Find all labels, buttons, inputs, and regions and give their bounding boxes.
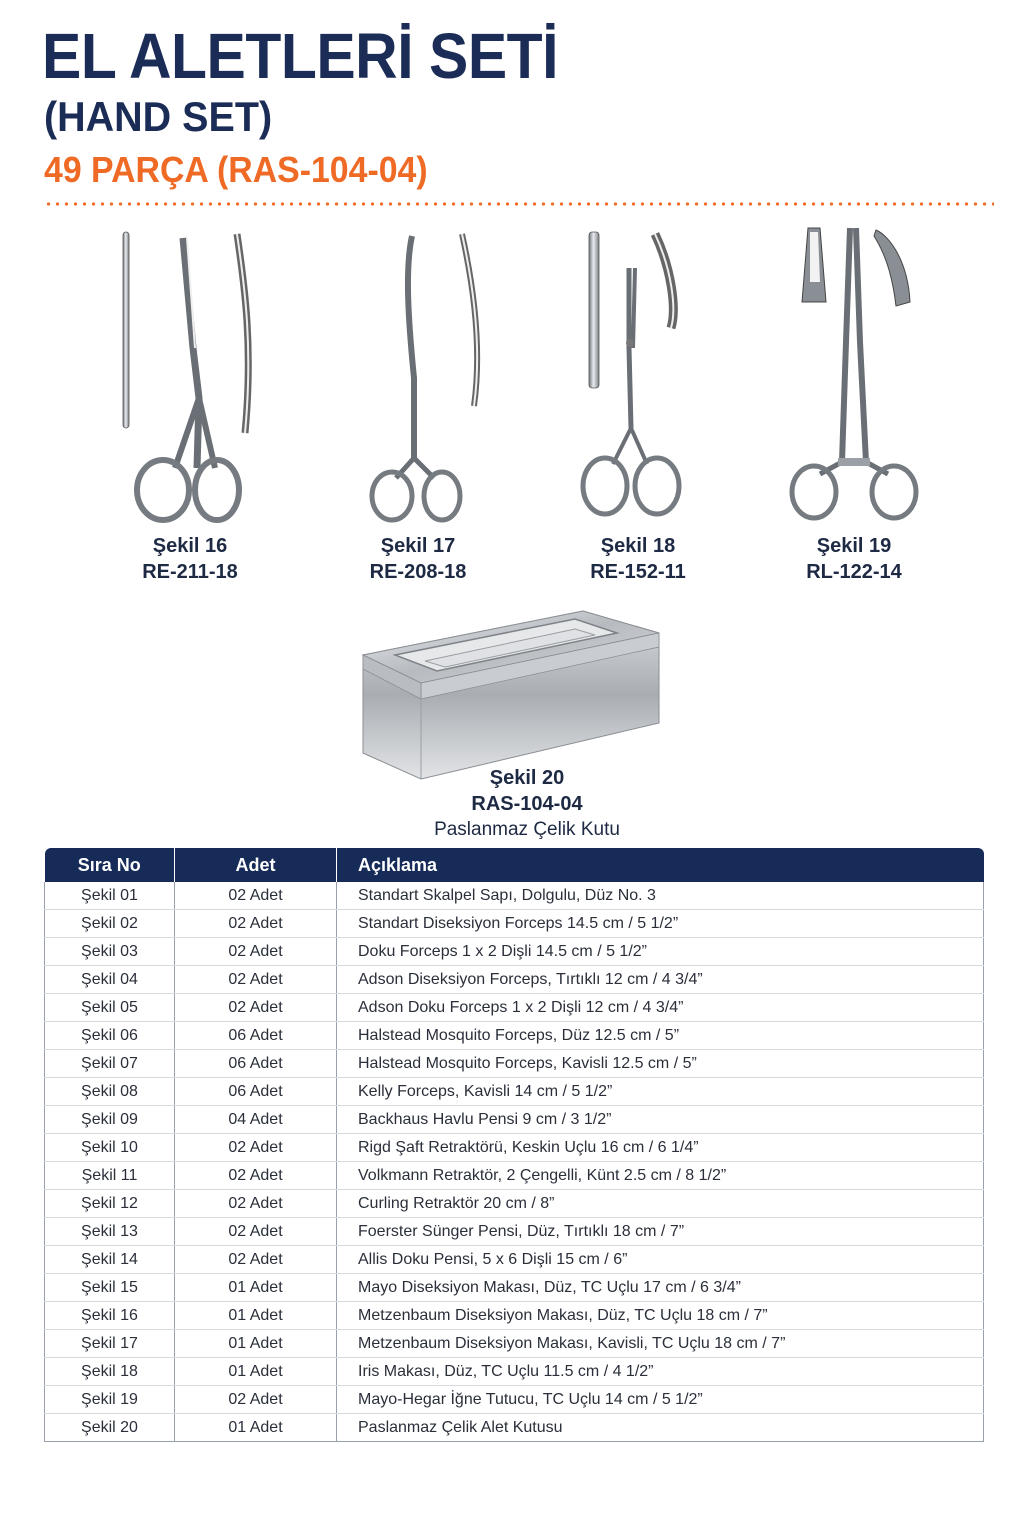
page-title: EL ALETLERİ SETİ (42, 20, 559, 92)
table-row (45, 1218, 984, 1246)
parts-table (44, 848, 984, 1442)
cell-sira-no: Şekil 09 (45, 1106, 175, 1134)
table-row (45, 1078, 984, 1106)
cell-aciklama: Backhaus Havlu Pensi 9 cm / 3 1/2” (337, 1106, 984, 1134)
figure-19-title: Şekil 19 (816, 535, 892, 557)
figure-18-image (565, 228, 725, 528)
cell-aciklama: Mayo-Hegar İğne Tutucu, TC Uçlu 14 cm / 5 1/2” (337, 1386, 984, 1414)
cell-sira-no: Şekil 07 (45, 1050, 175, 1078)
cell-adet: 01 Adet (175, 1330, 337, 1358)
table-row (45, 1246, 984, 1274)
cell-aciklama: Iris Makası, Düz, TC Uçlu 11.5 cm / 4 1/2” (337, 1358, 984, 1386)
cell-adet: 06 Adet (175, 1078, 337, 1106)
figure-20-title: Şekil 20 (489, 767, 565, 789)
cell-sira-no: Şekil 19 (45, 1386, 175, 1414)
cell-aciklama: Allis Doku Pensi, 5 x 6 Dişli 15 cm / 6” (337, 1246, 984, 1274)
cell-adet: 02 Adet (175, 1190, 337, 1218)
cell-adet: 04 Adet (175, 1106, 337, 1134)
cell-adet: 02 Adet (175, 1246, 337, 1274)
figure-18-code: RE-152-11 (590, 561, 686, 583)
figure-19-image (780, 222, 930, 528)
set-code-heading: 49 PARÇA (RAS-104-04) (44, 149, 428, 190)
cell-adet: 02 Adet (175, 1134, 337, 1162)
figure-20-description: Paslanmaz Çelik Kutu (434, 819, 620, 840)
cell-sira-no: Şekil 10 (45, 1134, 175, 1162)
cell-adet: 02 Adet (175, 1218, 337, 1246)
cell-adet: 01 Adet (175, 1358, 337, 1386)
table-row (45, 1050, 984, 1078)
figure-19-code: RL-122-14 (806, 561, 902, 583)
cell-sira-no: Şekil 04 (45, 966, 175, 994)
cell-aciklama: Kelly Forceps, Kavisli 14 cm / 5 1/2” (337, 1078, 984, 1106)
cell-aciklama: Metzenbaum Diseksiyon Makası, Kavisli, TC Uçlu 18 cm / 7” (337, 1330, 984, 1358)
table-row (45, 882, 984, 910)
figure-16-image (105, 228, 275, 528)
cell-sira-no: Şekil 13 (45, 1218, 175, 1246)
cell-sira-no: Şekil 15 (45, 1274, 175, 1302)
table-row (45, 1190, 984, 1218)
figure-16-title: Şekil 16 (152, 535, 228, 557)
cell-adet: 02 Adet (175, 910, 337, 938)
cell-adet: 02 Adet (175, 1162, 337, 1190)
cell-adet: 01 Adet (175, 1302, 337, 1330)
figure-16-code: RE-211-18 (142, 561, 238, 583)
table-row (45, 1386, 984, 1414)
cell-sira-no: Şekil 16 (45, 1302, 175, 1330)
cell-aciklama: Halstead Mosquito Forceps, Düz 12.5 cm / 5” (337, 1022, 984, 1050)
cell-adet: 06 Adet (175, 1022, 337, 1050)
table-row (45, 1162, 984, 1190)
cell-adet: 01 Adet (175, 1274, 337, 1302)
cell-sira-no: Şekil 12 (45, 1190, 175, 1218)
dotted-divider (44, 202, 994, 206)
cell-adet: 02 Adet (175, 882, 337, 910)
table-row (45, 994, 984, 1022)
cell-adet: 02 Adet (175, 938, 337, 966)
table-row (45, 1414, 984, 1442)
figure-18-title: Şekil 18 (600, 535, 676, 557)
cell-adet: 02 Adet (175, 994, 337, 1022)
figure-17-code: RE-208-18 (369, 561, 467, 583)
table-row (45, 1106, 984, 1134)
table-row (45, 938, 984, 966)
cell-sira-no: Şekil 02 (45, 910, 175, 938)
cell-aciklama: Curling Retraktör 20 cm / 8” (337, 1190, 984, 1218)
cell-aciklama: Adson Doku Forceps 1 x 2 Dişli 12 cm / 4 3/4” (337, 994, 984, 1022)
cell-aciklama: Doku Forceps 1 x 2 Dişli 14.5 cm / 5 1/2” (337, 938, 984, 966)
table-body (45, 882, 984, 1442)
cell-aciklama: Paslanmaz Çelik Alet Kutusu (337, 1414, 984, 1442)
cell-aciklama: Halstead Mosquito Forceps, Kavisli 12.5 cm / 5” (337, 1050, 984, 1078)
cell-aciklama: Rigd Şaft Retraktörü, Keskin Uçlu 16 cm / 6 1/4” (337, 1134, 984, 1162)
cell-sira-no: Şekil 17 (45, 1330, 175, 1358)
column-header-sira-no: Sıra No (45, 848, 175, 882)
table-row (45, 1134, 984, 1162)
table-row (45, 1302, 984, 1330)
cell-aciklama: Standart Diseksiyon Forceps 14.5 cm / 5 1/2” (337, 910, 984, 938)
table-row (45, 910, 984, 938)
cell-sira-no: Şekil 01 (45, 882, 175, 910)
cell-aciklama: Mayo Diseksiyon Makası, Düz, TC Uçlu 17 cm / 6 3/4” (337, 1274, 984, 1302)
cell-sira-no: Şekil 05 (45, 994, 175, 1022)
table-row (45, 1330, 984, 1358)
cell-sira-no: Şekil 08 (45, 1078, 175, 1106)
cell-adet: 01 Adet (175, 1414, 337, 1442)
cell-aciklama: Volkmann Retraktör, 2 Çengelli, Künt 2.5 cm / 8 1/2” (337, 1162, 984, 1190)
cell-sira-no: Şekil 03 (45, 938, 175, 966)
cell-aciklama: Adson Diseksiyon Forceps, Tırtıklı 12 cm / 4 3/4” (337, 966, 984, 994)
figure-17-image (350, 228, 510, 528)
table-row (45, 1274, 984, 1302)
cell-sira-no: Şekil 11 (45, 1162, 175, 1190)
cell-adet: 02 Adet (175, 1386, 337, 1414)
cell-aciklama: Metzenbaum Diseksiyon Makası, Düz, TC Uçlu 18 cm / 7” (337, 1302, 984, 1330)
cell-sira-no: Şekil 18 (45, 1358, 175, 1386)
figure-17-title: Şekil 17 (380, 535, 456, 557)
figure-20-code: RAS-104-04 (471, 793, 583, 815)
table-header-row (45, 848, 984, 882)
page-subtitle: (HAND SET) (44, 93, 273, 140)
table-row (45, 966, 984, 994)
table-row (45, 1022, 984, 1050)
cell-adet: 02 Adet (175, 966, 337, 994)
cell-sira-no: Şekil 06 (45, 1022, 175, 1050)
column-header-aciklama: Açıklama (337, 848, 984, 882)
cell-aciklama: Standart Skalpel Sapı, Dolgulu, Düz No. 3 (337, 882, 984, 910)
cell-adet: 06 Adet (175, 1050, 337, 1078)
cell-aciklama: Foerster Sünger Pensi, Düz, Tırtıklı 18 cm / 7” (337, 1218, 984, 1246)
column-header-adet: Adet (175, 848, 337, 882)
table-row (45, 1358, 984, 1386)
figure-20-image (355, 603, 665, 781)
cell-sira-no: Şekil 20 (45, 1414, 175, 1442)
cell-sira-no: Şekil 14 (45, 1246, 175, 1274)
